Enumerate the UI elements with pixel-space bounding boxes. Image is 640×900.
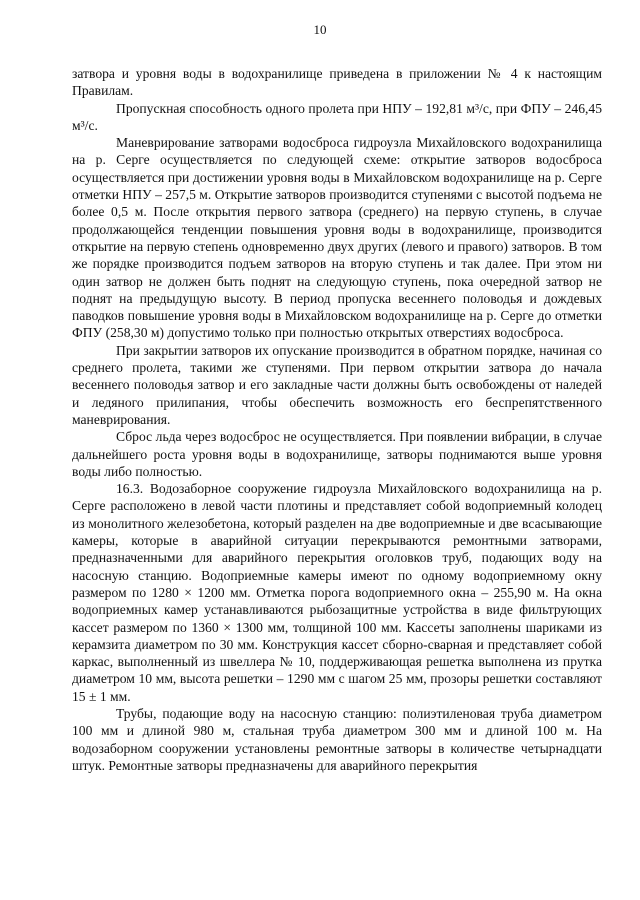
document-body bbox=[72, 65, 602, 774]
paragraph-5: Сброс льда через водосброс не осуществляется. При появлении вибрации, в случае дальнейшего роста уровня воды в водохранилище, затворы поднимаются выше уровня воды либо полностью. bbox=[72, 429, 602, 479]
paragraph-7: Трубы, подающие воду на насосную станцию: полиэтиленовая труба диаметром 100 мм и длиной 980 м, стальная труба диаметром 300 мм и длиной 100 м. На водозаборном сооружении установлены ремонтные затворы в количестве четырнадцати штук. Ремонтные затворы предназначены для аварийного перекрытия bbox=[72, 705, 602, 773]
paragraph-2: Пропускная способность одного пролета при НПУ – 192,81 м³/с, при ФПУ – 246,45 м³/с. bbox=[72, 100, 602, 133]
paragraph-4: При закрытии затворов их опускание производится в обратном порядке, начиная со среднего пролета, такими же ступенями. При первом открытии затвора до начала весеннего половодья затвор и его закладные части должны быть освобождены от наледей и ледяного прилипания, чтобы обеспечить возможность его беспрепятственного маневрирования. bbox=[72, 342, 602, 427]
page-number: 10 bbox=[313, 22, 327, 37]
paragraph-6: 16.3. Водозаборное сооружение гидроузла Михайловского водохранилища на р. Серге расположено в левой части плотины и представляет собой водоприемный колодец из монолитного железобетона, который разделен на две водоприемные и две всасывающие камеры, которые в аварийной ситуации перекрываются ремонтными затворами, предназначенными для аварийного перекрытия оголовков труб, подающих воду на насосную станцию. Водоприемные камеры имеют по одному водоприемному окну размером по 1280 × 1200 мм. Отметка порога водоприемного окна – 255,90 м. На окна водоприемных камер устанавливаются рыбозащитные устройства в виде фильтрующих кассет размером по 1360 × 1300 мм, толщиной 100 мм. Кассеты заполнены шариками из керамзита диаметром по 30 мм. Конструкция кассет сборно-сварная и представляет собой каркас, выполненный из швеллера № 10, поддерживающая решетка выполнена из прутка диаметром 10 мм, высота решетки – 1290 мм с шагом 25 мм, прозоры решетки составляют 15 ± 1 мм. bbox=[72, 481, 602, 704]
paragraph-1: затвора и уровня воды в водохранилище приведена в приложении № 4 к настоящим Правилам. bbox=[72, 66, 602, 99]
paragraph-3: Маневрирование затворами водосброса гидроузла Михайловского водохранилища на р. Серге осуществляется по следующей схеме: открытие затворов водосброса осуществляется при достижении уровня воды в Михайловском водохранилище на р. Серге отметки НПУ – 257,5 м. Открытие затворов производится ступенями с высотой подъема не более 0,5 м. После открытия первого затвора (среднего) на первую ступень, в случае продолжающейся тенденции повышения уровня воды в водохранилище, производится открытие на первую степень одновременно двух других (левого и правого) затворов. В том же порядке производится подъем затворов на вторую ступень и так далее. При этом ни один затвор не должен быть поднят на следующую ступень, пока очередной затвор не поднят на предыдущую высоту. В период пропуска весеннего половодья и дождевых паводков повышение уровня воды в Михайловском водохранилище на р. Серге до отметки ФПУ (258,30 м) допустимо только при полностью открытых отверстиях водосброса. bbox=[72, 135, 602, 341]
